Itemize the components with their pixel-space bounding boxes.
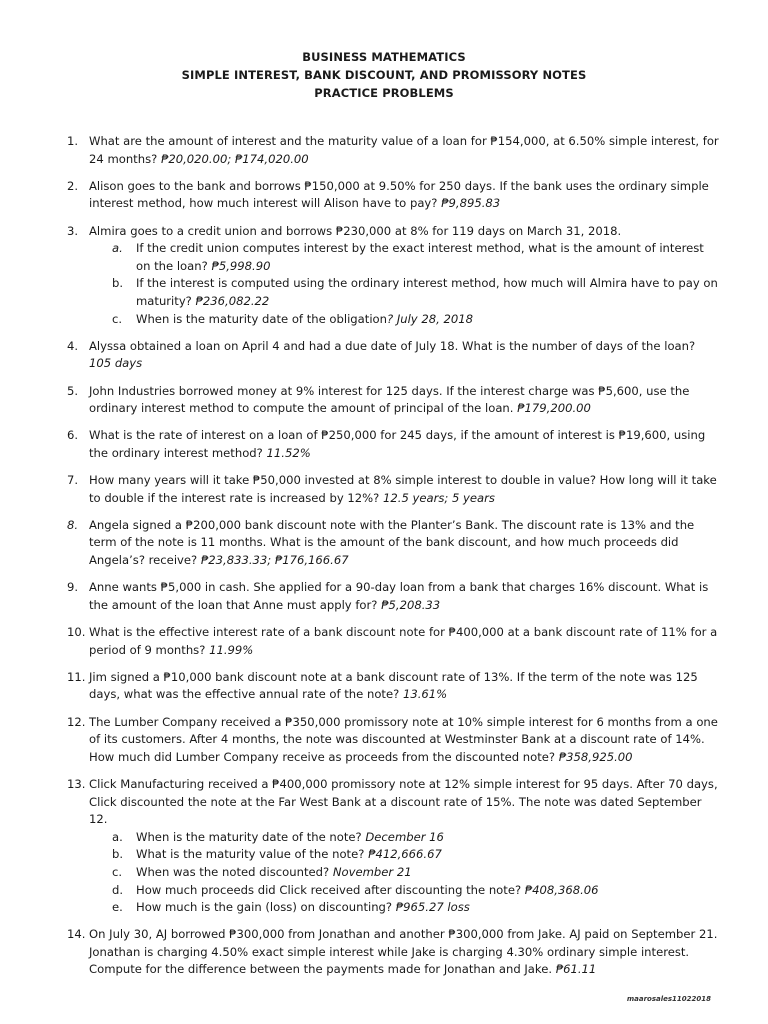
sub-question-list bbox=[89, 829, 720, 917]
problem-text: Alison goes to the bank and borrows ₱150,000 at 9.50% for 250 days. If the bank uses the ordinary simple interest method, how much interest will Alison have to pay? bbox=[89, 178, 709, 211]
problem-10 bbox=[60, 624, 720, 659]
problem-number: 8. bbox=[67, 517, 79, 532]
sub-question-answer: ₱236,082.22 bbox=[195, 293, 270, 308]
problem-answer: ₱61.11 bbox=[555, 962, 597, 977]
header-section-title: PRACTICE PROBLEMS bbox=[314, 86, 454, 100]
sub-question-text: When is the maturity date of the obligation bbox=[136, 311, 387, 326]
sub-question-text: If the interest is computed using the ordinary interest method, how much will Almira have to pay on maturity? bbox=[136, 276, 718, 308]
problem-1 bbox=[60, 133, 720, 168]
problem-number: 1. bbox=[67, 134, 79, 148]
problem-text: What is the effective interest rate of a bank discount note for ₱400,000 at a bank discount rate of 11% for a period of 9 months? bbox=[89, 625, 718, 657]
problem-text: Alyssa obtained a loan on April 4 and had a due date of July 18. What is the number of days of the loan? bbox=[89, 338, 696, 353]
sub-question-letter: a. bbox=[112, 829, 123, 844]
problem-number: 3. bbox=[67, 223, 79, 238]
problem-13 bbox=[60, 776, 720, 917]
problem-8 bbox=[60, 517, 720, 570]
problem-answer: 12.5 years; 5 years bbox=[383, 490, 495, 505]
problem-text: The Lumber Company received a ₱350,000 promissory note at 10% simple interest for 6 months from a one of its customers. After 4 months, the note was discounted at Westminster Bank at a discount rate of 14%. How much did Lumber Company receive as proceeds from the discounted note? bbox=[89, 714, 718, 764]
problem-answer: 11.52% bbox=[266, 445, 311, 460]
problem-answer: ₱5,208.33 bbox=[381, 597, 441, 612]
problem-3 bbox=[60, 223, 720, 329]
problem-14 bbox=[60, 926, 720, 979]
sub-question-text: When is the maturity date of the note? bbox=[136, 829, 366, 844]
sub-question-b bbox=[89, 846, 720, 864]
sub-question-text: What is the maturity value of the note? bbox=[136, 847, 369, 862]
problem-number: 14. bbox=[67, 927, 86, 942]
header-course-title: BUSINESS MATHEMATICS bbox=[302, 50, 466, 64]
sub-question-text: If the credit union computes interest by the exact interest method, what is the amount of interest on the loan? bbox=[136, 241, 704, 273]
problem-number: 7. bbox=[67, 473, 79, 488]
sub-question-text: When was the noted discounted? bbox=[136, 864, 333, 879]
sub-question-answer: ₱965.27 loss bbox=[395, 900, 470, 915]
sub-question-c bbox=[89, 864, 720, 882]
sub-question-letter: b. bbox=[112, 847, 124, 862]
problem-text: What are the amount of interest and the maturity value of a loan for ₱154,000, at 6.50% simple interest, for 24 months? bbox=[89, 134, 719, 166]
problem-number: 5. bbox=[67, 383, 79, 398]
problem-answer: 11.99% bbox=[209, 642, 254, 657]
problem-text: Angela signed a ₱200,000 bank discount note with the Planter’s Bank. The discount rate is 13% and the term of the note is 11 months. What is the amount of the bank discount, and how much proceeds did Angela’s? receive? bbox=[89, 517, 695, 568]
sub-question-letter: c. bbox=[112, 864, 123, 879]
problem-7 bbox=[60, 472, 720, 507]
problem-number: 2. bbox=[67, 178, 79, 193]
problem-answer: 105 days bbox=[89, 356, 143, 371]
problem-answer: ₱20,020.00; ₱174,020.00 bbox=[160, 151, 309, 166]
document-header bbox=[0, 48, 768, 102]
problem-text: On July 30, AJ borrowed ₱300,000 from Jonathan and another ₱300,000 from Jake. AJ paid on September 21. Jonathan is charging 4.50% exact simple interest while Jake is charging 4.30% ordinary simple interest. Compute for the difference between the payments made for Jonathan and Jake. bbox=[89, 927, 718, 977]
problem-answer: ₱23,833.33; ₱176,166.67 bbox=[200, 553, 349, 568]
footer-signature: maarosales11022018 bbox=[626, 995, 711, 1003]
sub-question-a bbox=[89, 829, 720, 847]
problem-text: Jim signed a ₱10,000 bank discount note at a bank discount rate of 13%. If the term of the note was 125 days, what was the effective annual rate of the note? bbox=[89, 669, 698, 702]
problem-text: Click Manufacturing received a ₱400,000 promissory note at 12% simple interest for 95 days. After 70 days, Click discounted the note at the Far West Bank at a discount rate of 15%. The note was dated September 12. bbox=[89, 776, 718, 827]
sub-question-letter: c. bbox=[112, 311, 123, 326]
problem-list bbox=[60, 133, 720, 989]
sub-question-d bbox=[89, 882, 720, 900]
sub-question-answer: December 16 bbox=[365, 829, 444, 844]
problem-number: 9. bbox=[67, 580, 79, 595]
problem-number: 11. bbox=[67, 669, 86, 684]
problem-number: 13. bbox=[67, 776, 86, 791]
sub-question-letter: e. bbox=[112, 900, 123, 915]
problem-2 bbox=[60, 178, 720, 213]
problem-number: 6. bbox=[67, 428, 79, 443]
sub-question-answer: ? July 28, 2018 bbox=[386, 311, 473, 326]
problem-12 bbox=[60, 714, 720, 767]
problem-9 bbox=[60, 579, 720, 614]
sub-question-a bbox=[89, 240, 720, 275]
problem-answer: 13.61% bbox=[402, 687, 448, 702]
sub-question-letter: b. bbox=[112, 276, 124, 291]
problem-text: What is the rate of interest on a loan of ₱250,000 for 245 days, if the amount of interest is ₱19,600, using the ordinary interest method? bbox=[89, 428, 706, 460]
sub-question-b bbox=[89, 275, 720, 310]
problem-answer: ₱9,895.83 bbox=[441, 196, 501, 211]
sub-question-answer: November 21 bbox=[332, 864, 412, 879]
sub-question-answer: ₱5,998.90 bbox=[211, 258, 271, 273]
problem-4 bbox=[60, 338, 720, 373]
problem-number: 10. bbox=[67, 625, 86, 639]
problem-answer: ₱179,200.00 bbox=[517, 401, 591, 416]
problem-text: How many years will it take ₱50,000 invested at 8% simple interest to double in value? How long will it take to double if the interest rate is increased by 12%? bbox=[89, 473, 717, 505]
problem-number: 12. bbox=[67, 714, 86, 729]
problem-text: Almira goes to a credit union and borrows ₱230,000 at 8% for 119 days on March 31, 2018. bbox=[89, 223, 622, 238]
sub-question-answer: ₱412,666.67 bbox=[368, 847, 442, 862]
problem-number: 4. bbox=[67, 338, 79, 353]
sub-question-c bbox=[89, 311, 720, 329]
sub-question-letter: a. bbox=[112, 241, 123, 256]
problem-6 bbox=[60, 427, 720, 462]
problem-text: Anne wants ₱5,000 in cash. She applied for a 90-day loan from a bank that charges 16% discount. What is the amount of the loan that Anne must apply for? bbox=[89, 580, 709, 612]
problem-text: John Industries borrowed money at 9% interest for 125 days. If the interest charge was ₱5,600, use the ordinary interest method to compute the amount of principal of the loan. bbox=[89, 383, 690, 416]
sub-question-list bbox=[89, 240, 720, 328]
sub-question-letter: d. bbox=[112, 882, 124, 897]
sub-question-text: How much proceeds did Click received after discounting the note? bbox=[136, 882, 525, 897]
sub-question-text: How much is the gain (loss) on discounting? bbox=[136, 900, 396, 915]
header-topic-title: SIMPLE INTEREST, BANK DISCOUNT, AND PROMISSORY NOTES bbox=[181, 68, 587, 82]
sub-question-answer: ₱408,368.06 bbox=[524, 882, 599, 897]
sub-question-e bbox=[89, 899, 720, 917]
problem-5 bbox=[60, 383, 720, 418]
problem-11 bbox=[60, 669, 720, 704]
problem-answer: ₱358,925.00 bbox=[558, 749, 633, 764]
